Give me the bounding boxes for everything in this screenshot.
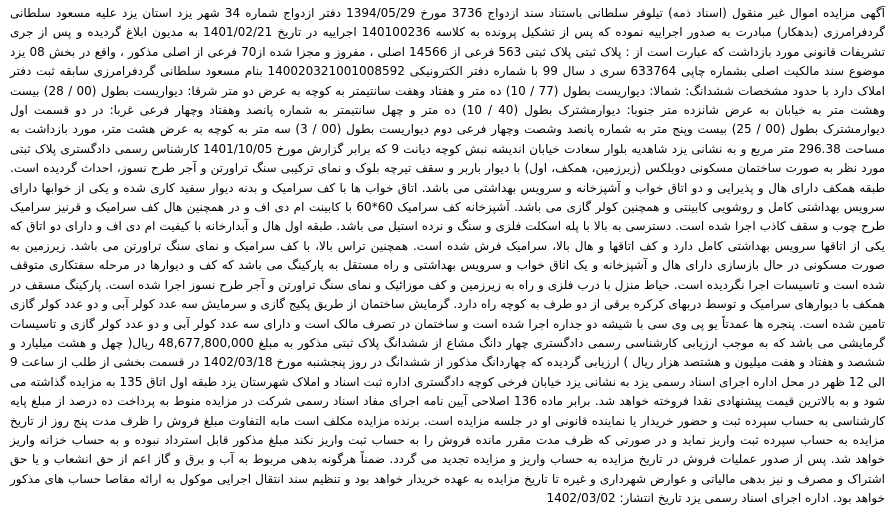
publish-date: 1402/03/02 (546, 491, 616, 506)
notice-title: آگهی مزایده اموال غیر منقول (اسناد ذمه) (668, 6, 885, 20)
notice-body: تیلوفر سلطانی باستناد سند ازدواج 3736 مورخ 1394/05/29 دفتر ازدواج شماره 34 شهر یزد استان یزد علیه مسعود سلطانی گردفرامرزی (بدهکار) مبادرت به صدور اجراییه نموده که پس از تشکیل پرونده به کلاسه 140100236 اجراییه در تاریخ 1401/02/21 به مدیون ابلاغ گردیده و پس از جری تشریفات قانونی مورد بازداشت که عبارت است از : پلاک ثبتی پلاک ثبتی 563 فرعی از 14566 اصلی ، مفروز و مجزا شده از70 فرعی از اصلی مذکور ، واقع در بخش 08 یزد موضوع سند مالکیت اصلی بشماره چاپی 633764 سری د سال 99 با شماره دفتر الکترونیکی 140020321001008592 بنام مسعود سلطانی گردفرامرزی سابقه ثبت دفتر املاک دارد با حدود مشخصات ششدانگ: شمالا: دیواریست بطول (77 / 10) ده متر و هفتاد وهفت سانتیمتر به کوچه به عرض دو متر شرقا: دیواریست بطول (00 / 28) بیست وهشت متر به خیابان به عرض شانزده متر جنوبا: دیوارمشترک بطول (40 / 10) ده متر و چهل سانتیمتر به شماره پانصد وهفتاد وچهار فرعی غربا: در دو قسمت اول دیوارمشترک بطول (00 / 25) بیست وپنج متر به شماره پانصد وشصت وچهار فرعی دوم دیواریست بطول (00 / 3) سه متر به کوچه به عرض هشت متر، مورد بازداشت به مساحت 296.38 متر مربع و به نشانی یزد شاهدیه بلوار سعادت خیابان اندیشه نبش کوچه دیانت 9 که برابر گزارش مورخ 1401/10/05 کارشناس رسمی دادگستری پلاک ثبتی مورد نظر به صورت ساختمان مسکونی دوبلکس (زیرزمین، همکف، اول) با دیوار باربر و سقف تیرچه بلوک و نمای ترکیبی سنگ تراورتن و آجر طرح نسوز، احداث گردیده است. طبقه همکف دارای هال و پذیرایی و دو اتاق خواب و آشپزخانه و سرویس بهداشتی می باشد. اتاق خواب ها با کف سرامیک و بدنه دیوار سفید کاری شده و یکی از خوابها دارای سرویس بهداشتی کامل و روشویی کابینتی و همچنین کولر گازی می باشد. آشپزخانه کف سرامیک 60*60 با کابینت ام دی اف و در همچنین هال کف سرامیک و قرنیز سرامیک طرح چوب و سقف کاذب اجرا شده است. دسترسی به بالا با پله اسکلت فلزی و سنگ و نرده استیل می باشد. طبقه اول هال و آبدارخانه با کیفیت ام دی اف و دارای دو اتاق که یکی از اتاقها سرویس بهداشتی کامل دارد و کف اتاقها و هال بالا، سرامیک فرش شده است. همچنین تراس بالا، با کف سرامیک و نمای سنگ تراورتن می باشد. زیرزمین به صورت مسکونی در حال بازسازی دارای هال و آشپزخانه و یک اتاق خواب و سرویس بهداشتی و راه مستقل به پارکینگ می باشد که کف و دیوارها در مرحله سفتکاری متوقف شده است و تاسیسات اجرا نگردیده است. حیاط منزل با درب فلزی و راه به زیرزمین و کف موزائیک و نمای سنگ تراورتن و آجر طرح نسوز اجرا شده است. پارکینگ مسقف در همکف با دیوارهای سرامیک و توسط دربهای کرکره برقی از دو طرف به کوچه راه دارد. گرمایش ساختمان از طریق پکیج گازی و سرمایش سه عدد کولر آبی و دو عدد کولر گازی تامین شده است. پنجره ها عمدتاً یو پی وی سی با شیشه دو جداره اجرا شده است و ساختمان در تصرف مالک است و دارای سه عدد کولر آبی و دو عدد کولر گازی و تاسیسات گرمایشی می باشد که به موجب ارزیابی کارشناسی رسمی دادگستری چهار دانگ مشاع از ششدانگ پلاک ثبتی مذکور به مبلغ 48,677,800,000 ریال( چهل و هشت میلیارد و ششصد و هفتاد و هفت میلیون و هشتصد هزار ریال ) ارزیابی گردیده که چهاردانگ مذکور از ششدانگ در روز پنجشنبه مورخ 1402/03/18 در قسمت بخشی از طلب از ساعت 9 الی 12 ظهر در محل اداره اجرای اسناد رسمی یزد به نشانی یزد خیابان فرخی کوچه دادگستری اداره ثبت اسناد و املاک شهرستان یزد طبقه اول اتاق 135 به مزایده گذاشته می شود و به بالاترین قیمت پیشنهادی نقدا فروخته خواهد شد. برابر ماده 136 اصلاحی آیین نامه اجرای مفاد اسناد رسمی شرکت در مزایده منوط به پرداخت ده درصد از مبلغ پایه کارشناسی به حساب سپرده ثبت و حضور خریدار یا نماینده قانونی او در جلسه مزایده است. برنده مزایده مکلف است مابه التفاوت مبلغ فروش را ظرف مدت پنج روز از تاریخ مزایده به حساب سپرده ثبت واریز نماید و در صورتی که ظرف مدت مقرر مانده فروش را به حساب ثبت واریز نکند مبلغ مذکور قابل استرداد نبوده و به حساب خزانه واریز خواهد شد. پس از صدور عملیات فروش در تاریخ مزایده به حساب واریز و مزایده تجدید می گردد. ضمناً هرگونه بدهی مربوط به آب و برق و گاز اعم از حق انشعاب و یا حق اشتراک و مصرف و نیز بدهی مالیاتی و عوارض شهرداری و غیره تا تاریخ مزایده به عهده خریدار خواهد بود و تنظیم سند انتقال اجرایی موکول به ارائه مفاصا حساب های مذکور خواهد بود. اداره اجرای اسناد رسمی یزد (10, 6, 886, 506)
publish-date-label: تاریخ انتشار: (619, 491, 682, 506)
notice-paragraph (10, 4, 885, 509)
